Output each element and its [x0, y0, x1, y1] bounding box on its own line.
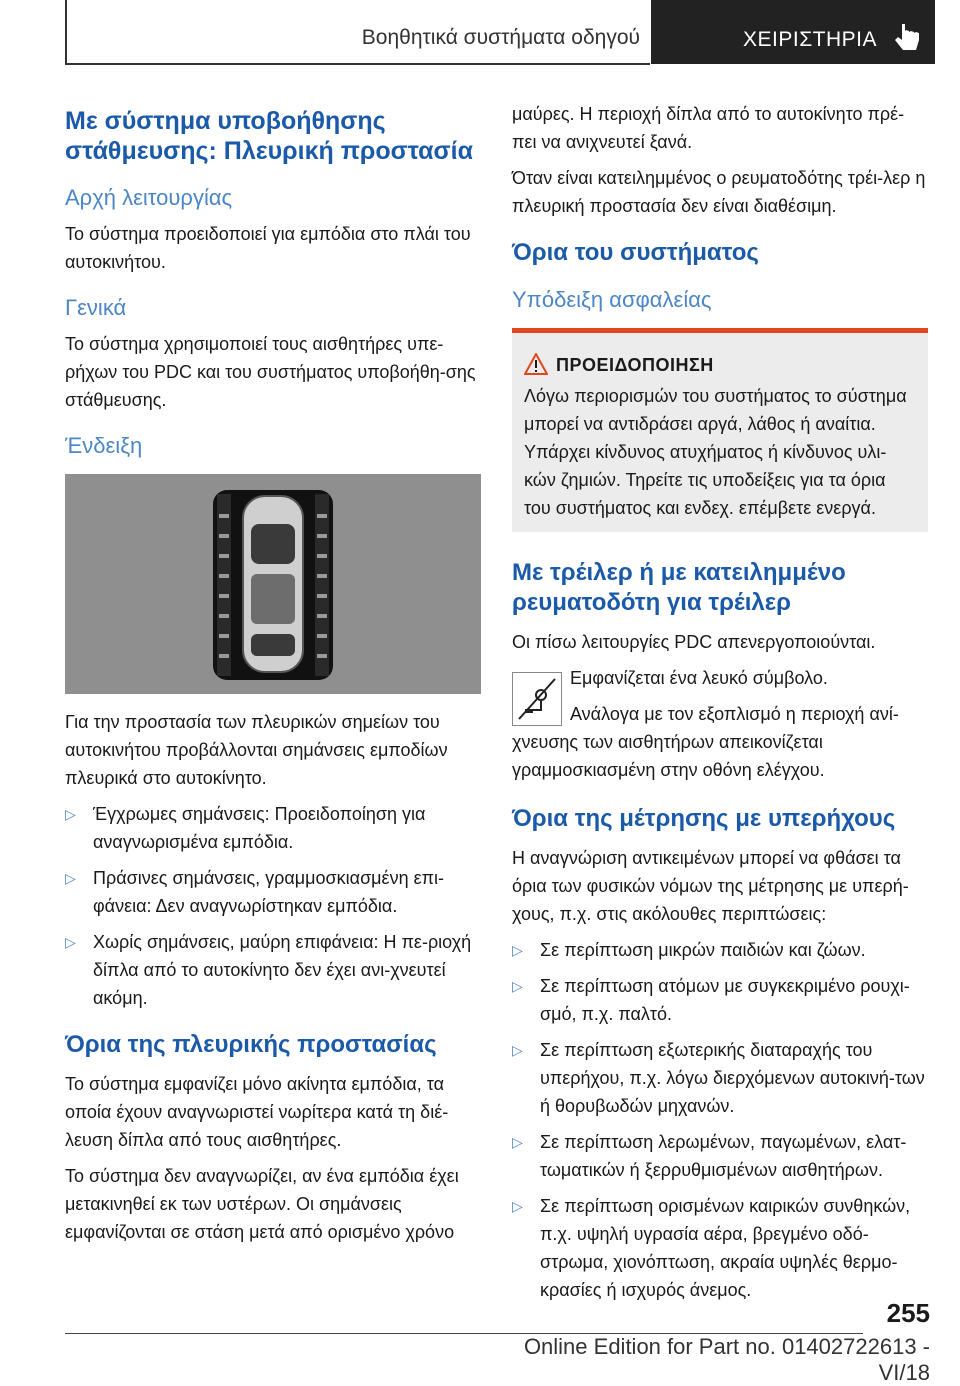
section-principle-text: Το σύστημα προειδοποιεί για εμπόδια στο πλάι του αυτοκινήτου.: [65, 224, 471, 272]
warning-heading: ΠΡΟΕΙΔΟΠΟΙΗΣΗ: [524, 355, 916, 376]
list-item: ▷ Σε περίπτωση ατόμων με συγκεκριμένο ρουχι-σμό, π.χ. παλτό.: [512, 972, 928, 1028]
triangle-bullet-icon: ▷: [512, 942, 523, 958]
section-title: Βοηθητικά συστήματα οδηγού: [361, 26, 640, 49]
warning-text: Λόγω περιορισμών του συστήματος το σύστημα μπορεί να αντιδράσει αργά, λάθος ή αναίτια. Υπάρχει κίνδυνος ατυχήματος ή κίνδυνος υλι-κών ζημιών. Τηρείτε τις υποδείξεις για τα όρια του συστήματος και ενδεχ. επέμβετε ενεργά.: [524, 386, 907, 518]
section-limits-side: [65, 1030, 481, 1246]
triangle-bullet-icon: ▷: [65, 934, 76, 950]
triangle-bullet-icon: ▷: [65, 806, 76, 822]
triangle-bullet-icon: ▷: [512, 1198, 523, 1214]
section-principle-title: Αρχή λειτουργίας: [65, 185, 233, 210]
left-column: [65, 100, 481, 1254]
list-item: ▷ Σε περίπτωση εξωτερικής διαταραχής του υπερήχου, π.χ. λόγω διερχόμενων αυτοκινή-των ή θορυβωδών μηχανών.: [512, 1036, 928, 1120]
list-item: ▷ Σε περίπτωση λερωμένων, παγωμένων, ελατ-τωματικών ή ξερρυθμισμένων αισθητήρων.: [512, 1128, 928, 1184]
trailer-symbol-icon: [512, 672, 562, 726]
edition-info: Online Edition for Part no. 01402722613 - VI/18: [523, 1334, 930, 1385]
trailer-text-2: Εμφανίζεται ένα λευκό σύμβολο.: [570, 668, 828, 688]
section-display-title: Ένδειξη: [65, 433, 143, 458]
triangle-bullet-icon: ▷: [512, 1042, 523, 1058]
main-heading: Με σύστημα υποβοήθησης στάθμευσης: Πλευρική προστασία: [65, 107, 473, 165]
triangle-bullet-icon: ▷: [512, 1134, 523, 1150]
side-protection-display-image: [65, 474, 481, 694]
section-principle: [65, 184, 481, 276]
system-limits-heading: Όρια του συστήματος: [512, 239, 759, 266]
ultrasonic-limits-text: Η αναγνώριση αντικειμένων μπορεί να φθάσει τα όρια των φυσικών νόμων της μέτρησης με υπερή-χους, π.χ. στις ακόλουθες περιπτώσεις:: [512, 848, 909, 924]
section-display-text: Για την προστασία των πλευρικών σημείων του αυτοκινήτου προβάλλονται σημάνσεις εμποδίων πλευρικά στο αυτοκίνητο.: [65, 712, 448, 788]
continued-text-2: Όταν είναι κατειλημμένος ο ρευματοδότης τρέι-λερ η πλευρική προστασία δεν είναι διαθέσιμη.: [512, 168, 926, 216]
triangle-bullet-icon: ▷: [512, 978, 523, 994]
trailer-heading: Με τρέιλερ ή με κατειλημμένο ρευματοδότη για τρέιλερ: [512, 559, 846, 616]
section-general-text: Το σύστημα χρησιμοποιεί τους αισθητήρες υπε-ρήχων του PDC και του συστήματος υποβοήθη-σης στάθμευσης.: [65, 334, 476, 410]
header-rule-horizontal: [65, 63, 650, 65]
right-column: [512, 100, 928, 1316]
page-number: 255: [886, 1298, 930, 1328]
section-ultrasonic-limits: [512, 804, 928, 1304]
chapter-tab[interactable]: [651, 0, 935, 64]
continued-text-1: μαύρες. Η περιοχή δίπλα από το αυτοκίνητο πρέ-πει να ανιχνευτεί ξανά.: [512, 104, 905, 152]
hand-pointer-icon: [892, 20, 922, 54]
trailer-text-1: Οι πίσω λειτουργίες PDC απενεργοποιούνται.: [512, 632, 876, 652]
section-general-title: Γενικά: [65, 295, 127, 320]
list-item: ▷ Έγχρωμες σημάνσεις: Προειδοποίηση για αναγνωρισμένα εμπόδια.: [65, 800, 481, 856]
warning-box: [512, 328, 928, 532]
section-display: [65, 432, 481, 1012]
triangle-bullet-icon: ▷: [65, 870, 76, 886]
ultrasonic-limits-heading: Όρια της μέτρησης με υπερήχους: [512, 805, 896, 832]
section-general: [65, 294, 481, 414]
section-limits-side-title: Όρια της πλευρικής προστασίας: [65, 1031, 437, 1058]
trailer-text-3: Ανάλογα με τον εξοπλισμό η περιοχή ανί-χνευσης των αισθητήρων απεικονίζεται γραμμοσκιασμένη στην οθόνη ελέγχου.: [512, 704, 899, 780]
section-limits-side-text-2: Το σύστημα δεν αναγνωρίζει, αν ένα εμπόδια έχει μετακινηθεί εκ των υστέρων. Οι σημάνσεις εμφανίζονται σε στάση μετά από ορισμένο χρόνο: [65, 1166, 459, 1242]
list-item: ▷ Χωρίς σημάνσεις, μαύρη επιφάνεια: Η πε-ριοχή δίπλα από το αυτοκίνητο δεν έχει ανι-χνευτεί ακόμη.: [65, 928, 481, 1012]
trailer-symbol-row: [512, 664, 928, 784]
chapter-tab-label: ΧΕΙΡΙΣΤΗΡΙΑ: [743, 28, 878, 51]
list-item: ▷ Σε περίπτωση μικρών παιδιών και ζώων.: [512, 936, 928, 964]
warning-triangle-icon: [524, 353, 548, 375]
car-top-view-illustration: [65, 474, 481, 694]
display-bullet-list: [65, 800, 481, 1012]
ultrasonic-bullet-list: [512, 936, 928, 1304]
list-item: ▷ Πράσινες σημάνσεις, γραμμοσκιασμένη επι-φάνεια: Δεν αναγνωρίστηκαν εμπόδια.: [65, 864, 481, 920]
header-rule-vertical: [65, 0, 67, 64]
page-header: [0, 0, 960, 66]
list-item: ▷ Σε περίπτωση ορισμένων καιρικών συνθηκών, π.χ. υψηλή υγρασία αέρα, βρεγμένο οδό-στρωμα, χιονόπτωση, ακραία υψηλές θερμο-κρασίες ή ισχυρός άνεμος.: [512, 1192, 928, 1304]
section-limits-side-text-1: Το σύστημα εμφανίζει μόνο ακίνητα εμπόδια, τα οποία έχουν αναγνωριστεί νωρίτερα κατά τη διέ-λευση δίπλα από τους αισθητήρες.: [65, 1074, 449, 1150]
safety-note-title: Υπόδειξη ασφαλείας: [512, 287, 712, 312]
